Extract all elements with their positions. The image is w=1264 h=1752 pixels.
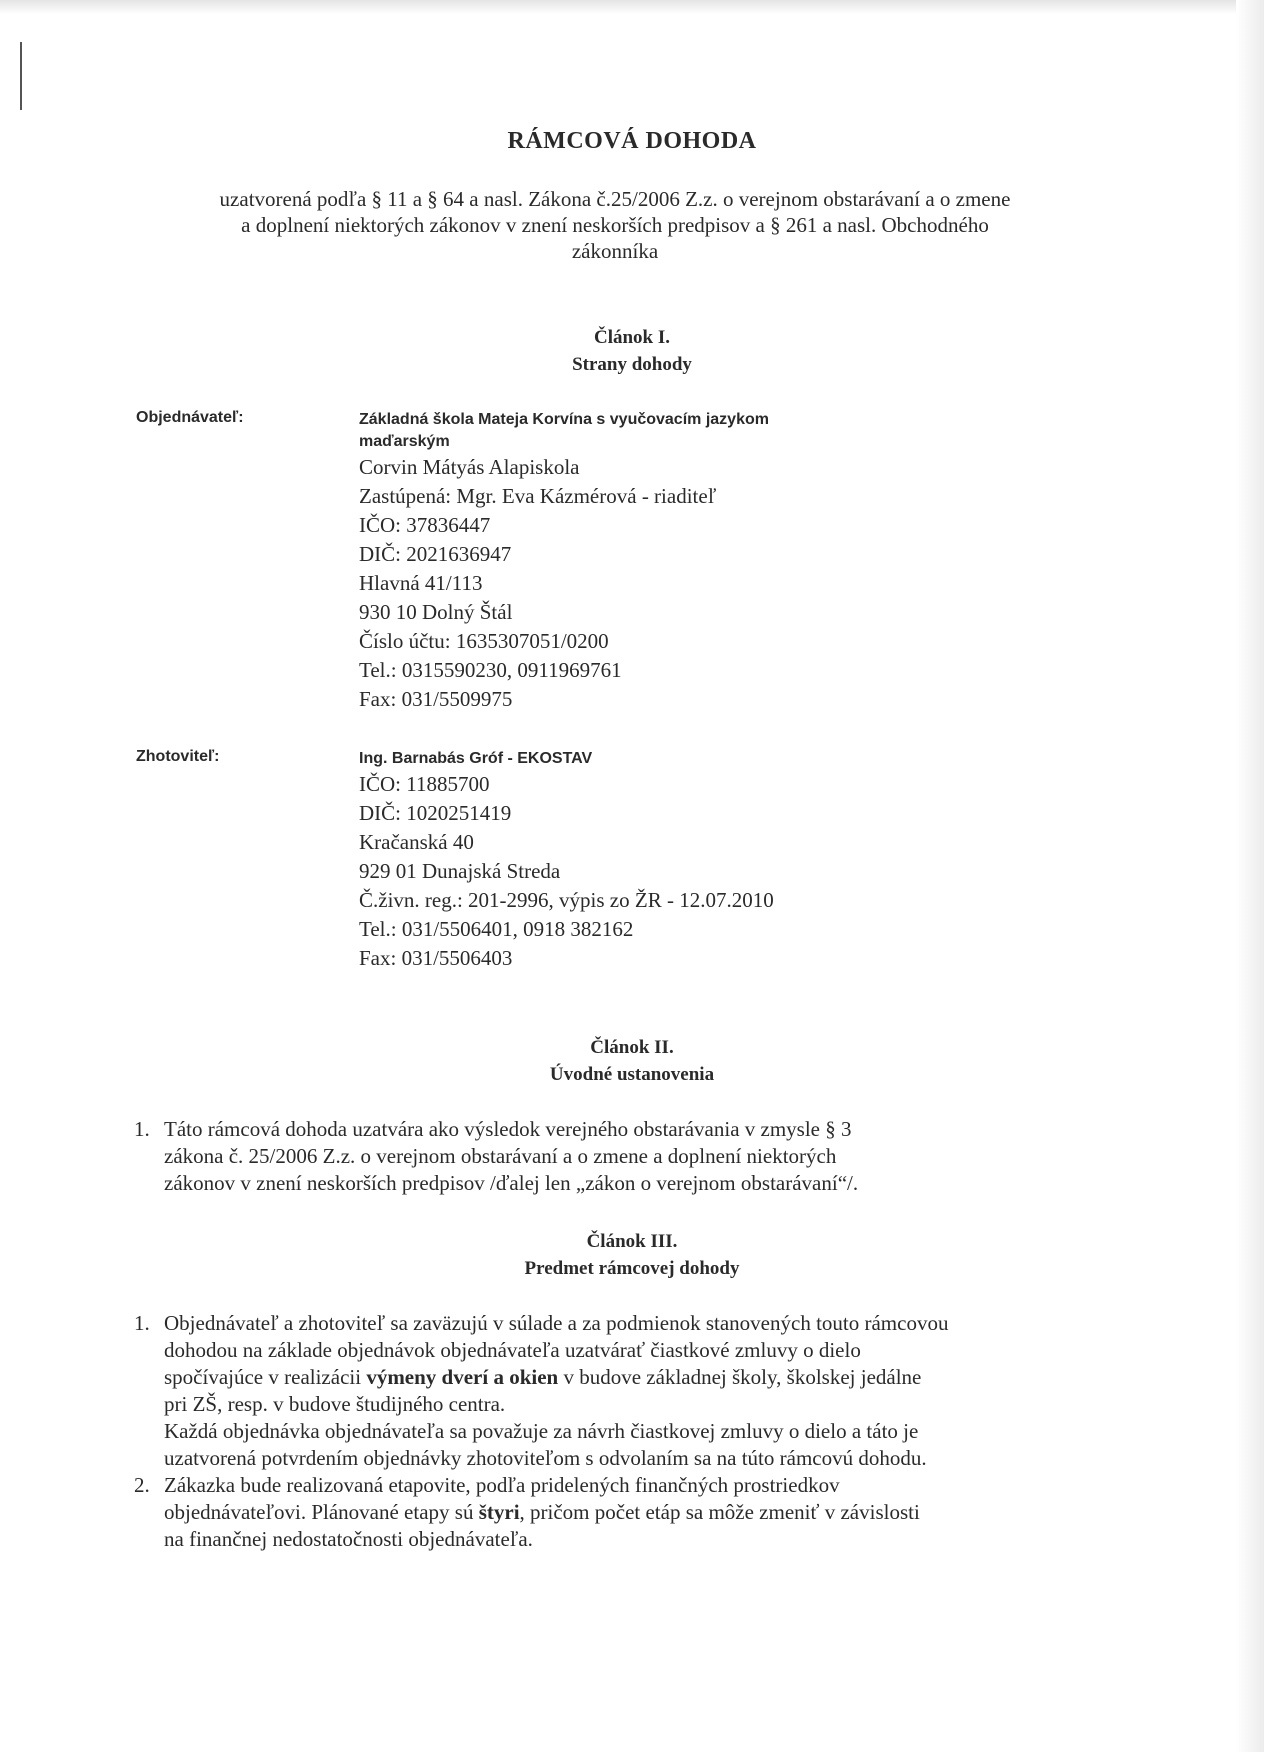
scan-edge-right — [1236, 0, 1264, 1752]
client-detail-line: Zastúpená: Mgr. Eva Kázmérová - riaditeľ — [359, 484, 717, 508]
contractor-detail-line: Fax: 031/5506403 — [359, 946, 513, 970]
clause-line: Táto rámcová dohoda uzatvára ako výsledok verejného obstarávania v zmysle § 3 — [164, 1117, 852, 1141]
clause-line: uzatvorená potvrdením objednávky zhotoviteľom s odvolaním sa na túto rámcovú dohodu. — [164, 1446, 927, 1470]
clause-line: Každá objednávka objednávateľa sa považuje za návrh čiastkovej zmluvy o dielo a táto je — [164, 1419, 919, 1443]
article-number: Článok I. — [593, 327, 671, 348]
clause-text: v budove základnej školy, školskej jedálne — [558, 1365, 922, 1389]
clause-line: Objednávateľ a zhotoviteľ sa zaväzujú v súlade a za podmienok stanovených touto rámcovou — [164, 1311, 949, 1335]
clause-line: pri ZŠ, resp. v budove študijného centra. — [164, 1392, 506, 1416]
clause-body — [164, 1472, 1064, 1553]
article-title: Predmet rámcovej dohody — [524, 1258, 740, 1279]
client-detail-line: Hlavná 41/113 — [359, 571, 483, 595]
client-detail-line: 930 10 Dolný Štál — [359, 600, 513, 624]
client-detail-line: DIČ: 2021636947 — [359, 542, 512, 566]
subtitle-line: a doplnení niektorých zákonov v znení neskorších predpisov a § 261 a nasl. Obchodného — [241, 213, 989, 237]
contractor-detail-line: Kračanská 40 — [359, 830, 474, 854]
subtitle-line: uzatvorená podľa § 11 a § 64 a nasl. Zákona č.25/2006 Z.z. o verejnom obstarávaní a o zmene — [219, 187, 1011, 211]
article-1-heading — [0, 324, 1264, 378]
contractor-detail-line: IČO: 11885700 — [359, 772, 490, 796]
client-detail-line: Tel.: 0315590230, 0911969761 — [359, 658, 622, 682]
article-3-heading — [0, 1228, 1264, 1282]
client-name-line: Základná škola Mateja Korvína s vyučovacím jazykom — [359, 411, 769, 428]
article-number: Článok II. — [590, 1037, 674, 1058]
clause-line: zákonov v znení neskorších predpisov /ďalej len „zákon o verejnom obstarávaní“/. — [164, 1171, 859, 1195]
contractor-detail-line: Č.živn. reg.: 201-2996, výpis zo ŽR - 12.07.2010 — [359, 888, 774, 912]
clause-line — [164, 1364, 1064, 1391]
contractor-detail-line: Tel.: 031/5506401, 0918 382162 — [359, 917, 634, 941]
contractor-block — [359, 748, 1099, 973]
client-detail-line: IČO: 37836447 — [359, 513, 491, 537]
contractor-detail-line: DIČ: 1020251419 — [359, 801, 512, 825]
clause-line: na finančnej nedostatočnosti objednávateľa. — [164, 1527, 533, 1551]
clause-line: zákona č. 25/2006 Z.z. o verejnom obstarávaní a o zmene a doplnení niektorých — [164, 1144, 837, 1168]
client-name-line: maďarským — [359, 433, 450, 450]
clause-number: 1. — [134, 1117, 150, 1141]
contractor-detail-line: 929 01 Dunajská Streda — [359, 859, 561, 883]
subtitle-line: zákonníka — [571, 239, 659, 263]
client-block — [359, 409, 1099, 714]
clause-line — [164, 1499, 1064, 1526]
article-title: Úvodné ustanovenia — [549, 1064, 715, 1085]
document-title: RÁMCOVÁ DOHODA — [507, 128, 757, 154]
article-2-clause-1 — [134, 1116, 1064, 1197]
clause-text: , pričom počet etáp sa môže zmeniť v závislosti — [519, 1500, 920, 1524]
emphasis-text: výmeny dverí a okien — [366, 1365, 559, 1389]
client-detail-line: Číslo účtu: 1635307051/0200 — [359, 629, 609, 653]
clause-number: 2. — [134, 1473, 150, 1497]
article-number: Článok III. — [586, 1231, 678, 1252]
scan-edge-top — [0, 0, 1264, 14]
contractor-label: Zhotoviteľ: — [136, 748, 220, 765]
emphasis-text: štyri — [478, 1500, 520, 1524]
clause-text: spočívajúce v realizácii — [164, 1365, 367, 1389]
clause-line: Zákazka bude realizovaná etapovite, podľa pridelených finančných prostriedkov — [164, 1473, 840, 1497]
clause-line: dohodou na základe objednávok objednávateľa uzatvárať čiastkové zmluvy o dielo — [164, 1338, 861, 1362]
article-title: Strany dohody — [572, 354, 692, 375]
clause-body — [164, 1116, 1064, 1197]
contractor-name: Ing. Barnabás Gróf - EKOSTAV — [359, 750, 593, 767]
clause-number: 1. — [134, 1311, 150, 1335]
client-label: Objednávateľ: — [136, 409, 244, 426]
clause-body — [164, 1310, 1064, 1472]
article-3-clause-1 — [134, 1310, 1064, 1472]
client-detail-line: Corvin Mátyás Alapiskola — [359, 455, 580, 479]
document-subtitle — [150, 186, 1080, 264]
article-3-clause-2 — [134, 1472, 1064, 1553]
client-detail-line: Fax: 031/5509975 — [359, 687, 513, 711]
punch-mark — [20, 42, 22, 110]
article-2-heading — [0, 1034, 1264, 1088]
clause-text: objednávateľovi. Plánované etapy sú — [164, 1500, 479, 1524]
